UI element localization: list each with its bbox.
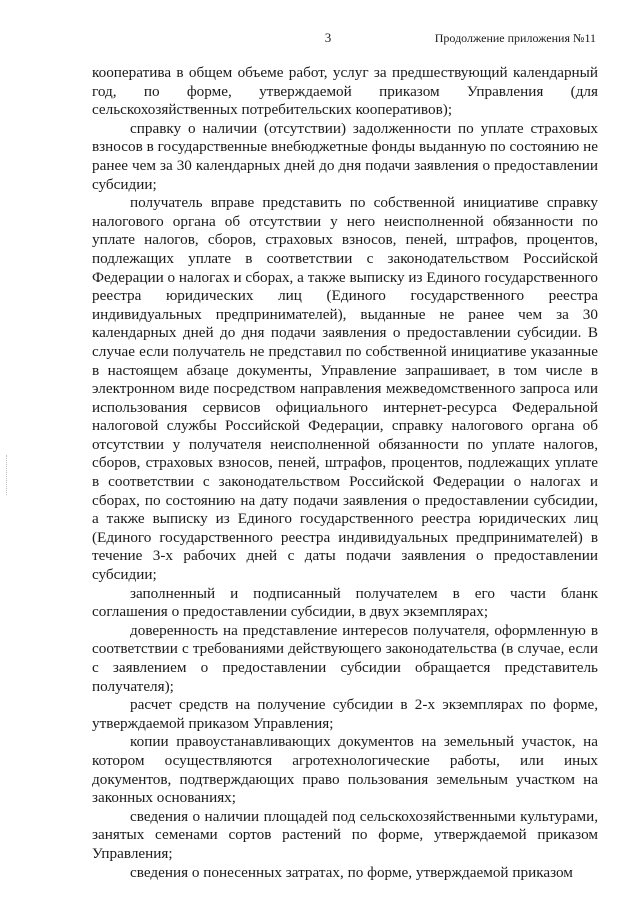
paragraph-tax-certificate-and-registry-extract: получатель вправе представить по собственной инициативе справку налогового органа об отсутствии у него неисполненной обязанности по уплате налогов, сборов, страховых взносов, пеней, штрафов, процентов, подлежащих уплате в соответствии с законодательством Российской Федерации о налогах и сборах, а также выписку из Единого государственного реестра юридических лиц (Единого государственного реестра индивидуальных предпринимателей), выданные не ранее чем за 30 календарных дней до дня подачи заявления о предоставлении субсидии. В случае если получатель не представил по собственной инициативе указанные в настоящем абзаце документы, Управление запрашивает, в том числе в электронном виде посредством направления межведомственного запроса или использования сервисов официального интернет-ресурса Федеральной налоговой службы Российской Федерации, справку налогового органа об отсутствии у получателя неисполненной обязанности по уплате налогов, сборов, страховых взносов, пеней, штрафов, процентов, подлежащих уплате в соответствии с законодательством Российской Федерации о налогах и сборах, по состоянию на дату подачи заявления о предоставлении субсидии, а также выписку из Единого государственного реестра юридических лиц (Единого государственного реестра индивидуальных предпринимателей) в течение 3-х рабочих дней с даты подачи заявления о предоставлении субсидии; <box>92 194 598 584</box>
document-body <box>92 64 598 882</box>
running-header: Продолжение приложения №11 <box>434 31 596 45</box>
paragraph-expenses-info: сведения о понесенных затратах, по форме, утверждаемой приказом <box>130 863 573 881</box>
paragraph-cooperative-share: кооператива в общем объеме работ, услуг за предшествующий календарный год, по форме, утверждаемой приказом Управления (для сельскохозяйственных потребительских кооперативов); <box>92 64 598 119</box>
paragraph-power-of-attorney: доверенность на представление интересов получателя, оформленную в соответствии с требованиями действующего законодательства (в случае, если с заявлением о предоставлении субсидии обращается представитель получателя); <box>92 621 598 695</box>
paragraph-agreement-form: заполненный и подписанный получателем в его части бланк соглашения о предоставлении субсидии, в двух экземплярах; <box>92 584 598 621</box>
binding-margin-mark <box>6 455 8 495</box>
paragraph-subsidy-calculation: расчет средств на получение субсидии в 2-х экземплярах по форме, утверждаемой приказом Управления; <box>92 696 598 732</box>
paragraph-insurance-debt-certificate: справку о наличии (отсутствии) задолженности по уплате страховых взносов в государственные внебюджетные фонды выданную по состоянию не ранее чем за 30 календарных дней до дня подачи заявления о предоставлении субсидии; <box>92 119 598 193</box>
paragraph-land-documents: копии правоустанавливающих документов на земельный участок, на котором осуществляются агротехнологические работы, или иных документов, подтверждающих право пользования земельным участком на законных основаниях; <box>92 733 598 807</box>
page-number: 3 <box>324 30 332 45</box>
paragraph-crop-area-info: сведения о наличии площадей под сельскохозяйственными культурами, занятых семенами сортов растений по форме, утверждаемой приказом Управления; <box>92 807 598 862</box>
